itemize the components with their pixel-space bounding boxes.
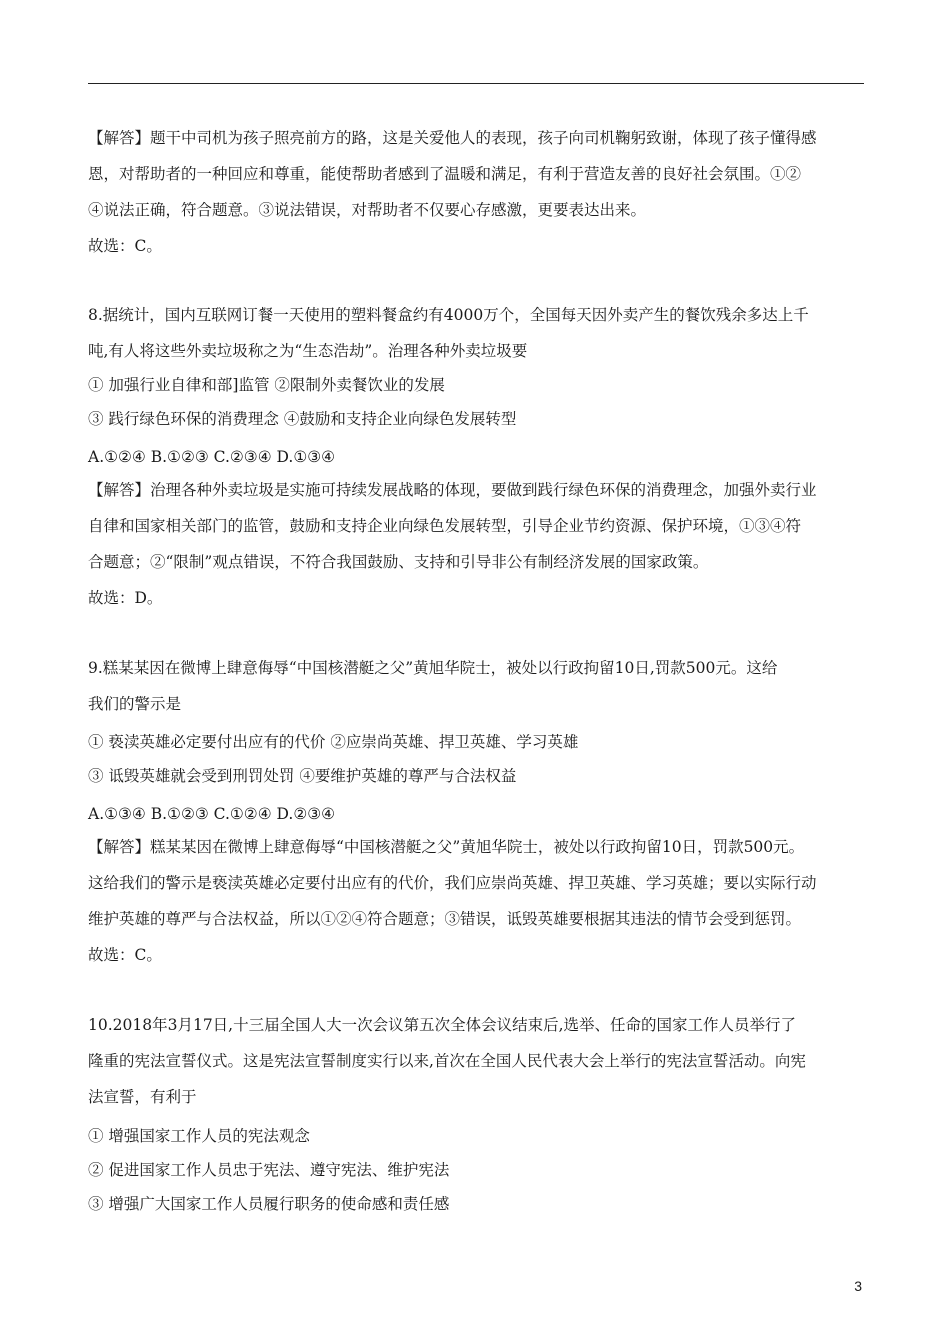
text-line: ③ 践行绿色环保的消费理念 ④鼓励和支持企业向绿色发展转型 [88, 410, 517, 428]
header-rule [88, 83, 864, 84]
text-line: ① 增强国家工作人员的宪法观念 [88, 1127, 310, 1145]
text-line: 故选：D。 [88, 589, 163, 607]
text-line: 这给我们的警示是亵渎英雄必定要付出应有的代价，我们应崇尚英雄、捍卫英雄、学习英雄；要以实际行动 [88, 874, 817, 892]
text-line: 9.糕某某因在微博上肆意侮辱“中国核潜艇之父”黄旭华院士，被处以行政拘留10日,罚款500元。这给 [88, 659, 778, 677]
text-line: ③ 诋毁英雄就会受到刑罚处罚 ④要维护英雄的尊严与合法权益 [88, 767, 517, 785]
text-line: 吨,有人将这些外卖垃圾称之为“生态浩劫”。治理各种外卖垃圾要 [88, 342, 528, 360]
text-line: 故选：C。 [88, 237, 162, 255]
text-line: ① 加强行业自律和部]监管 ②限制外卖餐饮业的发展 [88, 376, 445, 394]
page-number: 3 [854, 1278, 862, 1294]
text-line: A.①③④ B.①②③ C.①②④ D.②③④ [88, 805, 336, 823]
text-line: 故选：C。 [88, 946, 162, 964]
text-line: ④说法正确，符合题意。③说法错误，对帮助者不仅要心存感激，更要表达出来。 [88, 201, 647, 219]
text-line: 自律和国家相关部门的监管，鼓励和支持企业向绿色发展转型，引导企业节约资源、保护环境，①③④符 [88, 517, 802, 535]
text-line: 【解答】糕某某因在微博上肆意侮辱“中国核潜艇之父”黄旭华院士，被处以行政拘留10日，罚款500元。 [88, 838, 805, 856]
text-line: 隆重的宪法宣誓仪式。这是宪法宣誓制度实行以来,首次在全国人民代表大会上举行的宪法宣誓活动。向宪 [88, 1052, 806, 1070]
text-line: 10.2018年3月17日,十三届全国人大一次会议第五次全体会议结束后,选举、任命的国家工作人员举行了 [88, 1016, 797, 1034]
text-line: ② 促进国家工作人员忠于宪法、遵守宪法、维护宪法 [88, 1161, 450, 1179]
text-line: 【解答】题干中司机为孩子照亮前方的路，这是关爱他人的表现，孩子向司机鞠躬致谢，体现了孩子懂得感 [88, 129, 817, 147]
text-line: 合题意；②“限制”观点错误，不符合我国鼓励、支持和引导非公有制经济发展的国家政策。 [88, 553, 709, 571]
text-line: 法宣誓，有利于 [88, 1088, 197, 1106]
text-line: ① 亵渎英雄必定要付出应有的代价 ②应崇尚英雄、捍卫英雄、学习英雄 [88, 733, 579, 751]
text-line: 我们的警示是 [88, 695, 182, 713]
text-line: 恩，对帮助者的一种回应和尊重，能使帮助者感到了温暖和满足，有利于营造友善的良好社会氛围。①② [88, 165, 802, 183]
text-line: A.①②④ B.①②③ C.②③④ D.①③④ [88, 448, 336, 466]
text-line: 【解答】治理各种外卖垃圾是实施可持续发展战略的体现，要做到践行绿色环保的消费理念，加强外卖行业 [88, 481, 817, 499]
text-line: 维护英雄的尊严与合法权益，所以①②④符合题意；③错误，诋毁英雄要根据其违法的情节会受到惩罚。 [88, 910, 802, 928]
text-line: ③ 增强广大国家工作人员履行职务的使命感和责任感 [88, 1195, 450, 1213]
text-line: 8.据统计，国内互联网订餐一天使用的塑料餐盒约有4000万个，全国每天因外卖产生的餐饮残余多达上千 [88, 306, 809, 324]
